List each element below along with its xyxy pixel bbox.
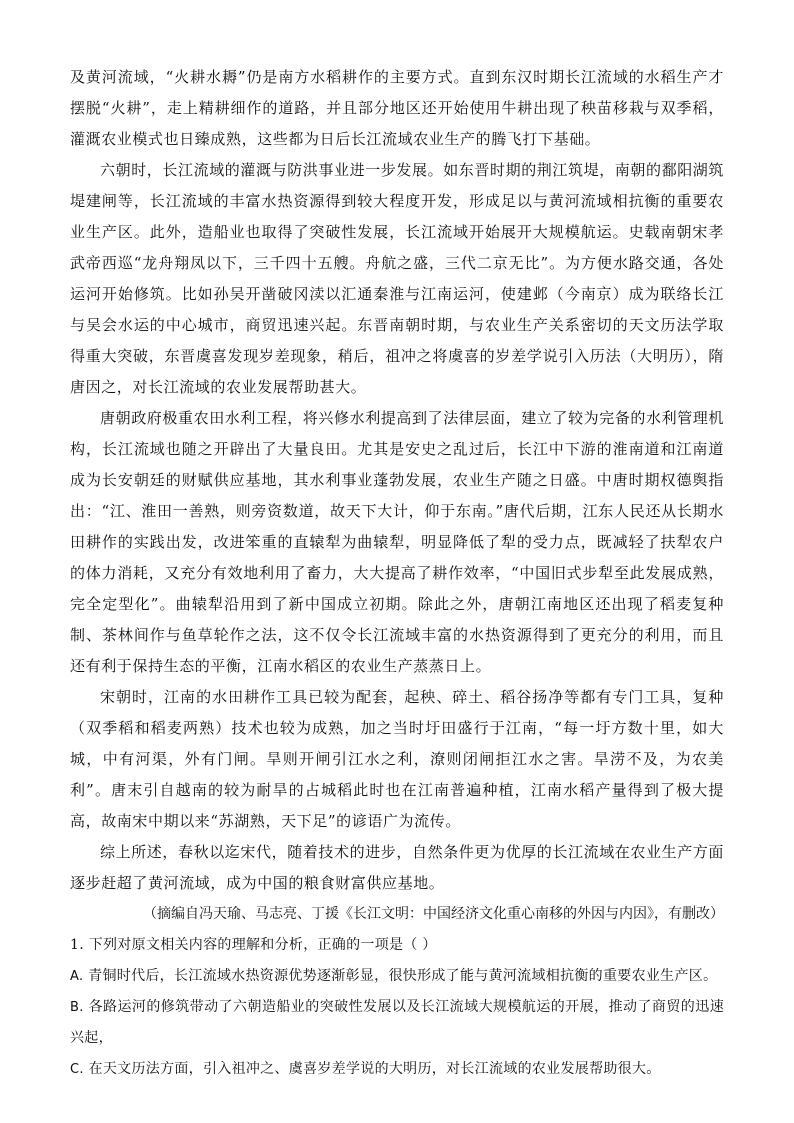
option-b[interactable]: [0, 992, 794, 1054]
question-stem: 1. 下列对原文相关内容的理解和分析，正确的一项是（ ）: [70, 937, 437, 953]
option-c-text: 在天文历法方面，引入祖冲之、虞喜岁差学说的大明历，对长江流域的农业发展帮助很大。: [88, 1061, 661, 1077]
paragraph-3: 宋朝时，江南的水田耕作工具已较为配套，起秧、碎土、稻谷扬净等都有专门工具，复种（双季稻和稻麦两熟）技术也较为成熟，加之当时圩田盛行于江南，“每一圩方数十里，如大城，中有河渠，外有门闸。旱则开闸引江水之利，潦则闭闸拒江水之害。旱涝不及，为农美利”。唐末引自越南的较为耐旱的占城稻此时也在江南普遍种植，江南水稻产量得到了极大提高，故南宋中期以来“苏湖熟，天下足”的谚语广为流传。: [70, 688, 724, 830]
option-c-letter: C.: [70, 1062, 84, 1077]
option-b-letter: B.: [70, 1000, 84, 1015]
option-a[interactable]: [0, 961, 794, 992]
paragraph-1: 六朝时，长江流域的灌溉与防洪事业进一步发展。如东晋时期的荆江筑堤，南朝的鄱阳湖筑堤建闸等，长江流域的丰富水热资源得到较大程度开发，形成足以与黄河流域相抗衡的重要农业生产区。此外，造船业也取得了突破性发展，长江流域开始展开大规模航运。史载南朝宋孝武帝西巡“龙舟翔凤以下，三千四十五艘。舟航之盛，三代二京无比”。为方便水路交通，各处运河开始修筑。比如孙吴开凿破冈渎以汇通秦淮与江南运河，使建邺（今南京）成为联络长江与吴会水运的中心城市，商贸迅速兴起。东晋南朝时期，与农业生产关系密切的天文历法学取得重大突破，东晋虞喜发现岁差现象，稍后，祖冲之将虞喜的岁差学说引入历法（大明历），隋唐因之，对长江流域的农业发展帮助甚大。: [70, 161, 725, 396]
option-c[interactable]: [0, 1054, 794, 1085]
paragraph-0: 及黄河流域，“火耕水耨”仍是南方水稻耕作的主要方式。直到东汉时期长江流域的水稻生产才摆脱“火耕”，走上精耕细作的道路，并且部分地区还开始使用牛耕出现了秧苗移栽与双季稻，灌溉农业模式也日臻成熟，这些都为日后长江流域农业生产的腾飞打下基础。: [70, 68, 724, 148]
option-a-letter: A.: [70, 969, 84, 984]
paragraph-4: 综上所述，春秋以迄宋代，随着技术的进步，自然条件更为优厚的长江流域在农业生产方面逐步赶超了黄河流域，成为中国的粮食财富供应基地。: [70, 843, 725, 892]
option-b-text: 各路运河的修筑带动了六朝造船业的突破性发展以及长江流域大规模航运的开展，推动了商贸的迅速兴起，: [70, 999, 724, 1046]
option-a-text: 青铜时代后，长江流域水热资源优势逐渐彰显，很快形成了能与黄河流域相抗衡的重要农业生产区。: [88, 968, 718, 984]
source-citation: （摘编自冯天瑜、马志亮、丁援《长江文明：中国经济文化重心南移的外因与内因》，有删改）: [143, 906, 724, 922]
paragraph-2: 唐朝政府极重农田水利工程，将兴修水利提高到了法律层面，建立了较为完备的水利管理机构，长江流域也随之开辟出了大量良田。尤其是安史之乱过后，长江中下游的淮南道和江南道成为长安朝廷的财赋供应基地，其水利事业蓬勃发展，农业生产随之日盛。中唐时期权德舆指出：“江、淮田一善熟，则旁资数道，故天下大计，仰于东南。”唐代后期，江东人民还从长期水田耕作的实践出发，改进笨重的直辕犁为曲辕犁，明显降低了犁的受力点，既减轻了扶犁农户的体力消耗，又充分有效地利用了畜力，大大提高了耕作效率，“中国旧式步犁至此发展成熟，完全定型化”。曲辕犁沿用到了新中国成立初期。除此之外，唐朝江南地区还出现了稻麦复种制、茶林间作与鱼草轮作之法，这不仅令长江流域丰富的水热资源得到了更充分的利用，而且还有利于保持生态的平衡，江南水稻区的农业生产蒸蒸日上。: [70, 409, 725, 675]
